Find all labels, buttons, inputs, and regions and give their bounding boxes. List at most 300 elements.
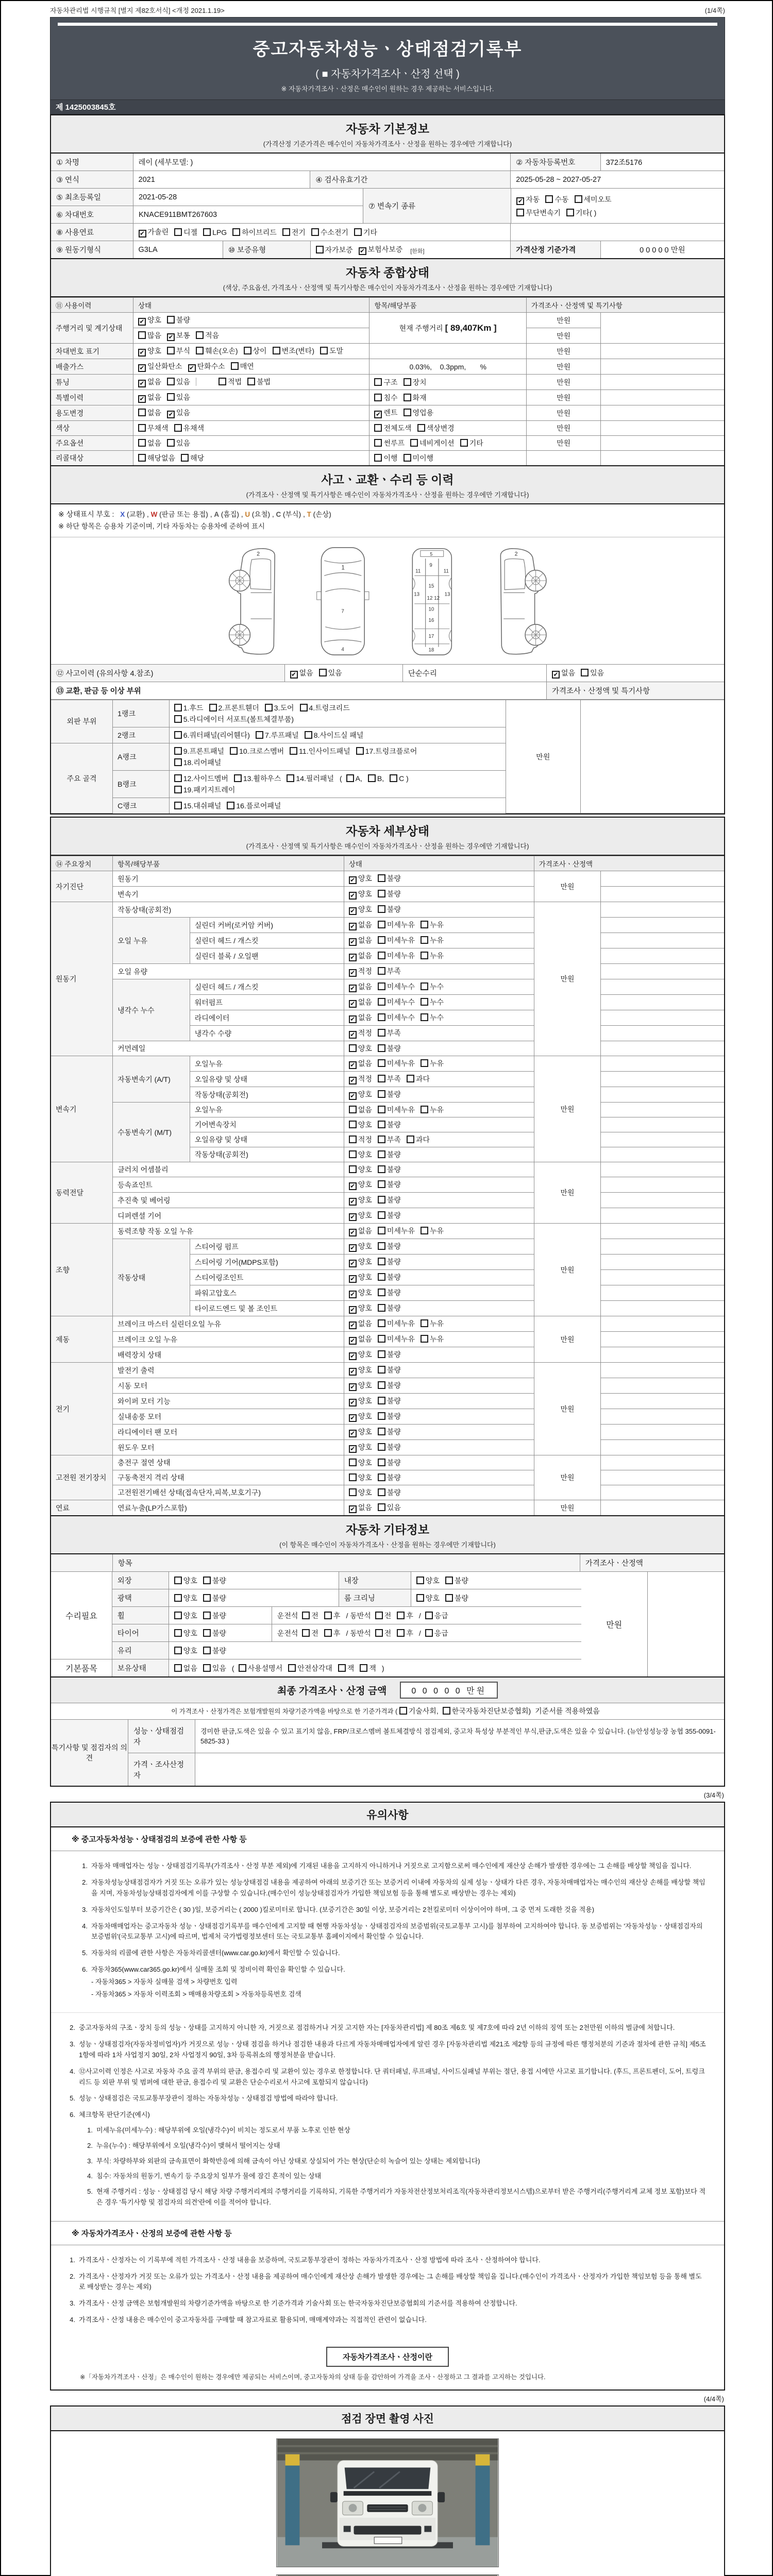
- checkbox[interactable]: ✔: [138, 364, 146, 372]
- checkbox[interactable]: [219, 378, 226, 385]
- checkbox[interactable]: [167, 316, 175, 324]
- checkbox[interactable]: ✔: [138, 318, 146, 326]
- checkbox-label: 없음: [358, 1059, 372, 1068]
- checkbox[interactable]: [174, 424, 182, 432]
- checkbox[interactable]: [404, 378, 411, 386]
- checkbox[interactable]: [265, 704, 273, 711]
- checkbox[interactable]: [203, 1577, 211, 1584]
- checkbox[interactable]: [575, 195, 582, 203]
- checkbox[interactable]: [324, 1612, 332, 1619]
- checkbox[interactable]: [138, 424, 146, 432]
- checkbox[interactable]: [417, 424, 425, 432]
- checkbox-label: 해당없음: [147, 454, 176, 462]
- checkbox[interactable]: [349, 1044, 357, 1052]
- checkbox[interactable]: ✔: [349, 1337, 357, 1345]
- checkbox[interactable]: [378, 1289, 385, 1296]
- checkbox[interactable]: ✔: [349, 1260, 357, 1267]
- checkbox[interactable]: [378, 1412, 385, 1420]
- checkbox[interactable]: ✔: [138, 380, 146, 387]
- checkbox[interactable]: [445, 1577, 453, 1584]
- div: ③ 연식: [51, 171, 133, 188]
- checkbox-label: 불량: [212, 1576, 226, 1585]
- checkbox-label: 있음: [328, 669, 342, 677]
- checkbox[interactable]: [174, 758, 182, 766]
- checkbox-label: 불량: [386, 1488, 401, 1497]
- checkbox[interactable]: ✔: [290, 671, 298, 679]
- checkbox[interactable]: [174, 1594, 182, 1602]
- checkbox-label: 양호: [358, 890, 372, 899]
- checkbox-label: 응급: [434, 1629, 448, 1637]
- checkbox[interactable]: [378, 1350, 385, 1358]
- checkbox[interactable]: [234, 774, 242, 782]
- checkbox[interactable]: [378, 1428, 385, 1435]
- checkbox[interactable]: [404, 454, 411, 462]
- checkbox[interactable]: [421, 1059, 428, 1067]
- checkbox[interactable]: [378, 1121, 385, 1128]
- checkbox[interactable]: [349, 1488, 357, 1496]
- checkbox[interactable]: [181, 454, 189, 462]
- check-option: [349, 1289, 372, 1297]
- checkbox[interactable]: [410, 439, 418, 447]
- checkbox-label: 1.후드: [183, 703, 204, 712]
- checkbox[interactable]: [244, 347, 251, 354]
- checkbox[interactable]: [390, 774, 397, 782]
- checkbox[interactable]: [230, 747, 238, 755]
- td: 배력장치 상태: [113, 1347, 344, 1363]
- checkbox[interactable]: [425, 1629, 433, 1637]
- tr: [51, 1041, 724, 1056]
- checkbox[interactable]: [203, 1664, 211, 1672]
- tr: [51, 1425, 724, 1440]
- checkbox[interactable]: [349, 1165, 357, 1173]
- checkbox[interactable]: ✔: [349, 1445, 357, 1453]
- checkbox[interactable]: ✔: [349, 1306, 357, 1314]
- checkbox[interactable]: [290, 747, 297, 755]
- checkbox[interactable]: [174, 802, 182, 809]
- check-option: [247, 378, 271, 386]
- checkbox[interactable]: [324, 1629, 332, 1637]
- check-option: [174, 786, 236, 794]
- checkbox[interactable]: [174, 1612, 182, 1619]
- checkbox[interactable]: [416, 1577, 424, 1584]
- checkbox-label: 보통: [176, 331, 191, 340]
- checkbox[interactable]: [378, 1459, 385, 1466]
- td: [601, 344, 724, 359]
- checkbox-label: 8.사이드실 패널: [313, 731, 364, 739]
- checkbox[interactable]: ✔: [349, 1015, 357, 1023]
- checkbox-label: 6.쿼터패널(리어휀다): [183, 731, 250, 739]
- checkbox[interactable]: [374, 424, 382, 432]
- checkbox-label: 있음: [176, 378, 191, 386]
- checkbox[interactable]: ✔: [516, 197, 524, 205]
- checkbox[interactable]: [425, 1612, 433, 1619]
- checkbox[interactable]: ✔: [349, 1383, 357, 1391]
- checkbox[interactable]: [356, 747, 364, 755]
- check-option: [378, 1488, 401, 1497]
- checkbox[interactable]: [421, 1335, 428, 1343]
- check-option: [188, 362, 225, 370]
- checkbox-label: 미세누유: [386, 1335, 415, 1344]
- text: 10: [428, 606, 434, 613]
- div: [84, 2156, 707, 2167]
- checkbox[interactable]: [174, 731, 182, 739]
- checkbox[interactable]: [516, 209, 524, 216]
- checkbox[interactable]: [399, 1707, 407, 1715]
- checkbox[interactable]: [375, 1629, 383, 1637]
- checkbox[interactable]: [378, 1013, 385, 1021]
- checkbox[interactable]: [378, 1196, 385, 1204]
- checkbox[interactable]: ✔: [349, 1229, 357, 1236]
- checkbox[interactable]: ✔: [349, 1430, 357, 1437]
- checkbox[interactable]: [138, 454, 146, 462]
- checkbox[interactable]: [378, 1227, 385, 1234]
- checkbox[interactable]: [374, 378, 382, 386]
- checkbox[interactable]: [421, 936, 428, 944]
- checkbox[interactable]: [378, 1258, 385, 1265]
- checkbox[interactable]: [354, 228, 362, 236]
- checkbox[interactable]: [421, 1013, 428, 1021]
- checkbox[interactable]: [174, 715, 182, 723]
- check-option: [231, 362, 254, 370]
- checkbox[interactable]: [378, 982, 385, 990]
- check-option: [349, 1090, 372, 1098]
- checkbox[interactable]: [421, 1227, 428, 1234]
- section-title: 자동차 기타정보: [346, 1523, 429, 1537]
- td: [344, 1347, 534, 1363]
- checkbox[interactable]: ✔: [349, 1213, 357, 1221]
- checkbox[interactable]: [288, 1664, 296, 1672]
- check-option: [378, 890, 401, 898]
- tr: [51, 451, 724, 466]
- checkbox[interactable]: [174, 228, 182, 236]
- check-option: [196, 331, 219, 340]
- checkbox[interactable]: [378, 1150, 385, 1158]
- checkbox[interactable]: [300, 704, 308, 711]
- checkbox-label: 불량: [212, 1629, 226, 1637]
- div: [112, 1572, 581, 1676]
- checkbox[interactable]: [316, 246, 324, 253]
- checkbox[interactable]: [209, 704, 217, 711]
- checkbox[interactable]: [346, 774, 354, 782]
- checkbox[interactable]: [320, 347, 328, 354]
- checkbox[interactable]: [421, 1319, 428, 1327]
- td: [601, 1270, 724, 1285]
- checkbox[interactable]: [349, 1459, 357, 1466]
- checkbox[interactable]: ✔: [349, 1182, 357, 1190]
- checkbox[interactable]: ✔: [349, 876, 357, 884]
- checkbox[interactable]: [174, 1577, 182, 1584]
- checkbox[interactable]: ✔: [349, 985, 357, 992]
- check-option: [320, 347, 343, 355]
- checkbox[interactable]: ✔: [167, 411, 175, 418]
- checkbox[interactable]: [167, 378, 175, 385]
- checkbox[interactable]: [360, 1664, 367, 1672]
- checkbox[interactable]: [378, 874, 385, 882]
- checkbox[interactable]: [203, 1629, 211, 1637]
- td: 작동상태(공회전): [113, 902, 344, 918]
- checkbox-label: 불량: [386, 1350, 401, 1359]
- checkbox[interactable]: [311, 228, 319, 236]
- div: ※ 상태표시 부호 : X (교환) , W (판금 또는 용접) , A (흠집) , U (요철) , C (부식) , T (손상): [58, 510, 331, 518]
- checkbox-label: 누유: [429, 1319, 444, 1328]
- checkbox[interactable]: [305, 731, 312, 739]
- checkbox[interactable]: [378, 1397, 385, 1404]
- checkbox[interactable]: [407, 1075, 414, 1082]
- checkbox-label: 18.리어패널: [183, 758, 222, 767]
- td: 작동상태(공회전): [190, 1147, 344, 1162]
- checkbox[interactable]: [374, 439, 382, 447]
- checkbox[interactable]: [231, 362, 239, 370]
- checkbox[interactable]: [302, 1629, 310, 1637]
- div: ⑨ 원동기형식: [51, 241, 133, 258]
- check-option: [174, 747, 224, 755]
- checkbox[interactable]: [566, 209, 574, 216]
- checkbox[interactable]: [374, 454, 382, 462]
- checkbox[interactable]: ✔: [349, 1077, 357, 1084]
- checkbox[interactable]: [460, 439, 468, 447]
- checkbox-label: 도말: [329, 347, 344, 355]
- td: [601, 1316, 724, 1332]
- td: 만원: [526, 390, 601, 405]
- checkbox[interactable]: [349, 1150, 357, 1158]
- checkbox-label: 없음: [358, 1013, 372, 1022]
- checkbox[interactable]: [174, 1629, 182, 1637]
- div: 자동차의 리콜에 관한 사항은 자동차리콜센터(www.car.go.kr)에서 확인할 수 있습니다.: [91, 1949, 340, 1957]
- notice-item: [66, 2066, 707, 2088]
- checkbox[interactable]: [196, 331, 204, 339]
- checkbox[interactable]: [138, 439, 146, 447]
- checkbox[interactable]: [203, 228, 211, 236]
- checkbox[interactable]: [247, 378, 255, 385]
- checkbox[interactable]: [378, 1381, 385, 1389]
- rect: [344, 2526, 351, 2532]
- checkbox[interactable]: [397, 1612, 405, 1619]
- path: [250, 558, 271, 589]
- checkbox[interactable]: ✔: [188, 364, 196, 372]
- div: ① 차명: [51, 154, 133, 171]
- div: 휠: [112, 1607, 169, 1624]
- checkbox[interactable]: [287, 774, 294, 782]
- checkbox[interactable]: ✔: [349, 1352, 357, 1360]
- checkbox[interactable]: [378, 921, 385, 928]
- checkbox[interactable]: [378, 936, 385, 944]
- checkbox[interactable]: [174, 1664, 182, 1672]
- checkbox[interactable]: ✔: [349, 1291, 357, 1298]
- checkbox-label: 7.루프패널: [264, 731, 299, 739]
- checkbox[interactable]: [167, 393, 175, 401]
- checkbox[interactable]: [421, 998, 428, 1006]
- checkbox[interactable]: [421, 982, 428, 990]
- checkbox[interactable]: ✔: [349, 1321, 357, 1329]
- tr: [51, 979, 724, 995]
- td: [344, 964, 534, 979]
- checkbox[interactable]: ✔: [349, 1275, 357, 1283]
- check-option: [378, 1180, 401, 1189]
- checkbox[interactable]: [174, 786, 182, 793]
- checkbox[interactable]: ✔: [349, 1061, 357, 1069]
- notice-items-outer: [51, 2012, 724, 2221]
- notice-item: [66, 2110, 707, 2208]
- checkbox-label: 양호: [358, 1473, 372, 1482]
- checkbox-label: 불량: [386, 1273, 401, 1282]
- checkbox[interactable]: [319, 669, 327, 676]
- checkbox[interactable]: [378, 1242, 385, 1250]
- checkbox-label: 자가보증: [325, 245, 353, 254]
- checkbox[interactable]: ✔: [552, 671, 560, 679]
- checkbox[interactable]: ✔: [349, 1198, 357, 1206]
- checkbox[interactable]: [174, 747, 182, 755]
- checkbox[interactable]: [174, 1647, 182, 1654]
- checkbox[interactable]: [378, 1335, 385, 1343]
- checkbox[interactable]: [349, 1106, 357, 1113]
- checkbox[interactable]: ✔: [349, 892, 357, 900]
- checkbox[interactable]: [232, 228, 240, 236]
- checkbox[interactable]: [378, 952, 385, 959]
- checkbox[interactable]: ✔: [349, 1414, 357, 1422]
- photos-title: 점검 장면 촬영 사진: [51, 2406, 724, 2431]
- checkbox[interactable]: [404, 394, 411, 401]
- checkbox[interactable]: ✔: [349, 1399, 357, 1406]
- checkbox[interactable]: ✔: [138, 395, 146, 403]
- td: [601, 451, 724, 466]
- check-option: [545, 195, 568, 204]
- td: [601, 1455, 724, 1470]
- div: 가격조사ㆍ산정 금액은 보험개발원의 차량기준가액을 바탕으로 한 기준가격과 기술사회 또는 한국자동차진단보증협회의 기준서를 적용하여 산정합니다.: [79, 2299, 517, 2308]
- checkbox[interactable]: ✔: [349, 969, 357, 977]
- checkbox[interactable]: ✔: [139, 230, 146, 238]
- checkbox[interactable]: [174, 774, 182, 782]
- checkbox[interactable]: [378, 1090, 385, 1098]
- checkbox[interactable]: [167, 347, 175, 354]
- checkbox[interactable]: ✔: [349, 938, 357, 946]
- checkbox[interactable]: ✔: [349, 923, 357, 930]
- checkbox[interactable]: [378, 1273, 385, 1281]
- checkbox[interactable]: [378, 1319, 385, 1327]
- checkbox[interactable]: [378, 1075, 385, 1082]
- checkbox[interactable]: [167, 439, 175, 447]
- div: [51, 154, 724, 171]
- checkbox[interactable]: [256, 731, 263, 739]
- checkbox[interactable]: [378, 1503, 385, 1511]
- checkbox[interactable]: [581, 669, 589, 676]
- checkbox[interactable]: [227, 802, 234, 809]
- td: [344, 1332, 534, 1347]
- checkbox[interactable]: [378, 1366, 385, 1374]
- checkbox[interactable]: [273, 347, 280, 354]
- checkbox[interactable]: [378, 1211, 385, 1219]
- checkbox[interactable]: [378, 1304, 385, 1312]
- checkbox-label: 불량: [386, 1180, 401, 1189]
- checkbox[interactable]: [421, 952, 428, 959]
- checkbox[interactable]: [282, 228, 290, 236]
- checkbox[interactable]: [174, 704, 182, 711]
- checkbox[interactable]: [445, 1594, 453, 1602]
- checkbox[interactable]: [378, 1106, 385, 1113]
- checkbox[interactable]: ✔: [349, 1031, 357, 1039]
- td: [169, 743, 506, 770]
- checkbox[interactable]: [378, 998, 385, 1006]
- checkbox[interactable]: [397, 1629, 405, 1637]
- checkbox[interactable]: ✔: [167, 333, 175, 341]
- checkbox[interactable]: [378, 890, 385, 897]
- checkbox-label: 없음: [147, 409, 162, 417]
- checkbox[interactable]: [545, 195, 553, 203]
- checkbox[interactable]: [404, 409, 411, 416]
- checkbox[interactable]: ✔: [349, 1092, 357, 1100]
- td: [601, 1162, 724, 1177]
- rect: [322, 548, 365, 655]
- checkbox[interactable]: [302, 1612, 310, 1619]
- checkbox-label: 4.트렁크리드: [309, 703, 350, 712]
- checkbox-label: 기타( ): [576, 208, 597, 217]
- checkbox[interactable]: [407, 1136, 414, 1143]
- checkbox[interactable]: [349, 1473, 357, 1481]
- checkbox[interactable]: ✔: [138, 349, 146, 357]
- td: [601, 995, 724, 1010]
- checkbox[interactable]: [203, 1647, 211, 1654]
- checkbox[interactable]: [378, 1473, 385, 1481]
- checkbox[interactable]: [203, 1612, 211, 1619]
- checkbox[interactable]: [203, 1594, 211, 1602]
- checkbox[interactable]: [239, 1664, 246, 1672]
- checkbox[interactable]: [349, 1121, 357, 1128]
- div: [174, 745, 501, 757]
- checkbox-label: 사용설명서: [247, 1664, 283, 1672]
- checkbox[interactable]: [375, 1612, 383, 1619]
- checkbox[interactable]: ✔: [349, 1505, 357, 1513]
- checkbox[interactable]: [378, 1165, 385, 1173]
- section-note: (가격산정 기준가격은 매수인이 자동차가격조사ㆍ산정을 원하는 경우에만 기재합니다): [263, 140, 512, 148]
- tr: [51, 1332, 724, 1347]
- span: 5.: [82, 1949, 88, 1957]
- checkbox[interactable]: [196, 347, 204, 354]
- checkbox[interactable]: ✔: [349, 907, 357, 915]
- checkbox[interactable]: [338, 1664, 346, 1672]
- section-etc-info: [51, 1515, 724, 1554]
- checkbox[interactable]: [378, 1443, 385, 1451]
- checkbox[interactable]: [378, 967, 385, 975]
- checkbox[interactable]: [378, 1029, 385, 1037]
- checkbox[interactable]: [138, 331, 146, 339]
- checkbox[interactable]: ✔: [349, 1368, 357, 1376]
- checkbox[interactable]: [416, 1594, 424, 1602]
- checkbox[interactable]: [378, 905, 385, 913]
- checkbox[interactable]: ✔: [374, 411, 382, 418]
- checkbox[interactable]: [378, 1180, 385, 1188]
- checkbox[interactable]: [378, 1136, 385, 1143]
- checkbox-label: 9.프론트패널: [183, 747, 225, 755]
- checkbox[interactable]: [421, 1106, 428, 1113]
- checkbox[interactable]: [421, 921, 428, 928]
- checkbox[interactable]: ✔: [359, 247, 366, 255]
- td: [344, 1103, 534, 1117]
- checkbox[interactable]: [368, 774, 376, 782]
- checkbox-label: 양호: [358, 1381, 372, 1390]
- checkbox[interactable]: ✔: [349, 954, 357, 961]
- div: [133, 224, 511, 241]
- checkbox[interactable]: [349, 1136, 357, 1143]
- checkbox[interactable]: ✔: [349, 1244, 357, 1252]
- div: 체크항목 판단기준(예시) 1. 미세누유(미세누수) : 해당부위에 오일(냉각수)이 비치는 정도로서 부품 노후로 인한 현상 2. 누유(누수) : 해당부위에서 오일(냉각수)이 맺혀서 떨어지는 상태 3. 부식: 차량하부와 외판의 금속표면이 화학반응에 의해 금속이 아닌 상태로 상실되어 가는 현상(단순히 녹슬어 있는 상태는 제외합니다) 4. 침수: 자동차의 원동기, 변속기 등 주요장치 일부가 물에 잠긴 흔적이 있는 상태 5. 현재 주행거리 : 성능ㆍ상태점검 당시 해당 차량 주행거리계의 주행거리를 기록하되, 기록한 주행거리가 자동차전산정보처리조직(자동차관리정보시스템)으로부터 받은 주행거리(주행거리계 교체 정보 포함)보다 적은 경우 '특기사항 및 점검자의 의견'란에 이를 적어야 합니다.: [79, 2110, 707, 2208]
- checkbox[interactable]: [443, 1707, 450, 1715]
- checkbox[interactable]: [378, 1044, 385, 1052]
- checkbox[interactable]: ✔: [349, 1000, 357, 1008]
- checkbox[interactable]: [378, 1059, 385, 1067]
- div: 보유상태: [112, 1659, 169, 1676]
- checkbox[interactable]: [374, 394, 382, 401]
- checkbox[interactable]: [138, 409, 146, 416]
- checkbox[interactable]: [378, 1488, 385, 1496]
